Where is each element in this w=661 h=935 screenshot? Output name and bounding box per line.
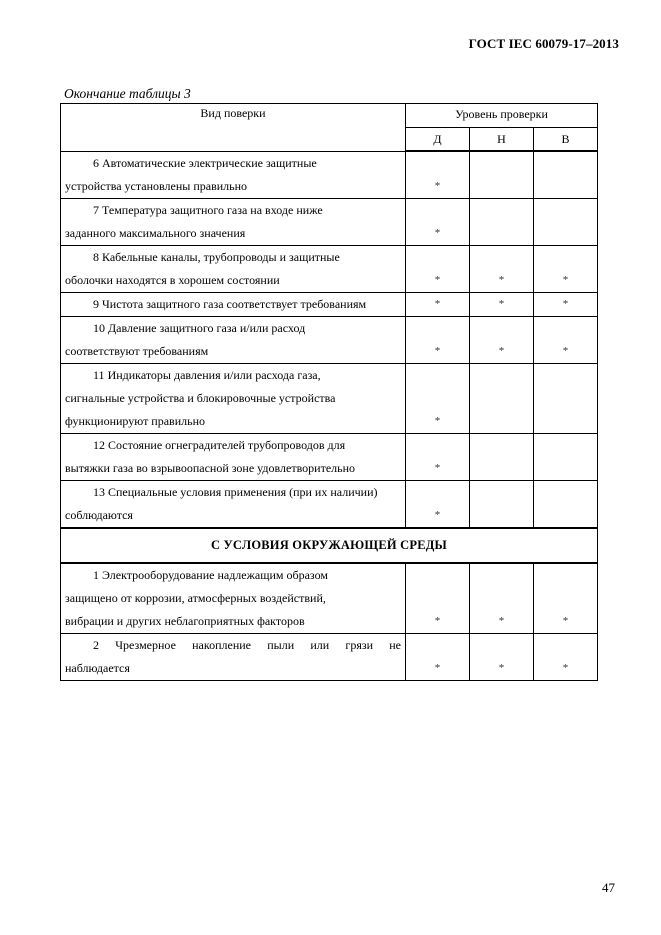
line-text: соответствуют требованиям xyxy=(65,343,209,358)
row-number: 2 xyxy=(93,637,99,652)
line-text: сигнальные устройства и блокировочные устройства xyxy=(65,390,336,405)
level-mark-d: * xyxy=(406,198,470,245)
level-mark-n: * xyxy=(470,633,534,680)
document-code-header: ГОСТ IEC 60079-17–2013 xyxy=(468,36,619,51)
column-header-inspection-type: Вид поверки xyxy=(61,104,406,152)
level-mark-v: * xyxy=(534,563,598,634)
row-number: 13 xyxy=(93,484,105,499)
table-caption: Окончание таблицы 3 xyxy=(64,86,191,101)
line-text: Температура защитного газа на входе ниже xyxy=(102,202,323,217)
table-row xyxy=(61,633,598,680)
line-text: Автоматические электрические защитные xyxy=(102,155,317,170)
description-line xyxy=(65,457,401,480)
row-number: 11 xyxy=(93,367,105,382)
description-line xyxy=(65,564,401,587)
description-line xyxy=(65,152,401,175)
level-mark-v xyxy=(534,480,598,528)
row-description xyxy=(61,198,406,245)
line-text: Индикаторы давления и/или расхода газа, xyxy=(107,367,321,382)
row-description xyxy=(61,480,406,528)
description-line xyxy=(65,175,401,198)
line-text: защищено от коррозии, атмосферных воздействий, xyxy=(65,590,326,605)
table-body-section-b xyxy=(61,151,598,528)
row-description xyxy=(61,563,406,634)
level-mark-n: * xyxy=(470,316,534,363)
line-text: устройства установлены правильно xyxy=(65,178,248,193)
level-header-v: В xyxy=(534,128,598,152)
line-text: вытяжки газа во взрывоопасной зоне удовлетворительно xyxy=(65,460,356,475)
row-description xyxy=(61,151,406,198)
table-row xyxy=(61,245,598,292)
description-line xyxy=(65,364,401,387)
section-heading: С УСЛОВИЯ ОКРУЖАЮЩЕЙ СРЕДЫ xyxy=(61,528,598,563)
level-mark-d: * xyxy=(406,245,470,292)
level-mark-v: * xyxy=(534,633,598,680)
level-mark-d: * xyxy=(406,563,470,634)
table-row xyxy=(61,151,598,198)
level-mark-n xyxy=(470,433,534,480)
line-text: вибрации и других неблагоприятных факторов xyxy=(65,613,305,628)
level-mark-n: * xyxy=(470,245,534,292)
row-number: 10 xyxy=(93,320,105,335)
line-text: Специальные условия применения (при их наличии) xyxy=(108,484,378,499)
level-mark-n: * xyxy=(470,563,534,634)
line-text: наблюдается xyxy=(65,660,130,675)
level-mark-d: * xyxy=(406,363,470,433)
level-mark-d: * xyxy=(406,433,470,480)
page-number: 47 xyxy=(602,880,615,895)
line-text: заданного максимального значения xyxy=(65,225,246,240)
table-body-section-c xyxy=(61,563,598,681)
level-mark-v xyxy=(534,198,598,245)
level-mark-d: * xyxy=(406,292,470,316)
description-line xyxy=(65,410,401,433)
table-body-section-c-heading xyxy=(61,528,598,563)
level-mark-v: * xyxy=(534,316,598,363)
level-mark-d: * xyxy=(406,480,470,528)
description-line xyxy=(65,340,401,363)
level-mark-d: * xyxy=(406,151,470,198)
line-text: Давление защитного газа и/или расход xyxy=(108,320,306,335)
row-description xyxy=(61,633,406,680)
level-mark-v xyxy=(534,151,598,198)
level-mark-v xyxy=(534,433,598,480)
row-description xyxy=(61,316,406,363)
description-line xyxy=(65,246,401,269)
row-description xyxy=(61,363,406,433)
level-mark-v xyxy=(534,363,598,433)
level-mark-n xyxy=(470,151,534,198)
level-mark-n xyxy=(470,363,534,433)
table-row xyxy=(61,292,598,316)
table-row xyxy=(61,198,598,245)
line-text: функционируют правильно xyxy=(65,413,206,428)
line-text: Состояние огнеградителей трубопроводов для xyxy=(108,437,346,452)
level-mark-v: * xyxy=(534,292,598,316)
level-mark-n xyxy=(470,480,534,528)
table-row xyxy=(61,563,598,634)
description-line xyxy=(65,634,401,657)
table-row xyxy=(61,316,598,363)
description-line xyxy=(65,504,401,527)
description-line xyxy=(65,199,401,222)
description-line xyxy=(65,610,401,633)
row-number: 1 xyxy=(93,567,99,582)
row-number: 7 xyxy=(93,202,99,217)
description-line xyxy=(65,293,401,316)
level-mark-n xyxy=(470,198,534,245)
line-text: Электрооборудование надлежащим образом xyxy=(102,567,328,582)
description-line xyxy=(65,587,401,610)
description-line xyxy=(65,657,401,680)
line-text: оболочки находятся в хорошем состоянии xyxy=(65,272,280,287)
description-line xyxy=(65,387,401,410)
level-mark-v: * xyxy=(534,245,598,292)
description-line xyxy=(65,434,401,457)
row-number: 9 xyxy=(93,296,99,311)
row-number: 6 xyxy=(93,155,99,170)
level-mark-d: * xyxy=(406,316,470,363)
table-row xyxy=(61,433,598,480)
table-row xyxy=(61,480,598,528)
line-text: Кабельные каналы, трубопроводы и защитные xyxy=(102,249,340,264)
level-header-n: Н xyxy=(470,128,534,152)
description-line xyxy=(65,317,401,340)
description-line xyxy=(65,222,401,245)
level-header-d: Д xyxy=(406,128,470,152)
level-mark-n: * xyxy=(470,292,534,316)
row-number: 8 xyxy=(93,249,99,264)
line-text: соблюдаются xyxy=(65,507,133,522)
row-description xyxy=(61,245,406,292)
inspection-table xyxy=(60,103,598,681)
description-line xyxy=(65,269,401,292)
line-text: Чистота защитного газа соответствует требованиям xyxy=(102,296,367,311)
row-description xyxy=(61,433,406,480)
line-text: Чрезмерное накопление пыли или грязи не xyxy=(115,637,402,652)
column-header-inspection-level: Уровень проверки xyxy=(406,104,598,128)
description-line xyxy=(65,481,401,504)
level-mark-d: * xyxy=(406,633,470,680)
row-description xyxy=(61,292,406,316)
row-number: 12 xyxy=(93,437,105,452)
table-row xyxy=(61,363,598,433)
